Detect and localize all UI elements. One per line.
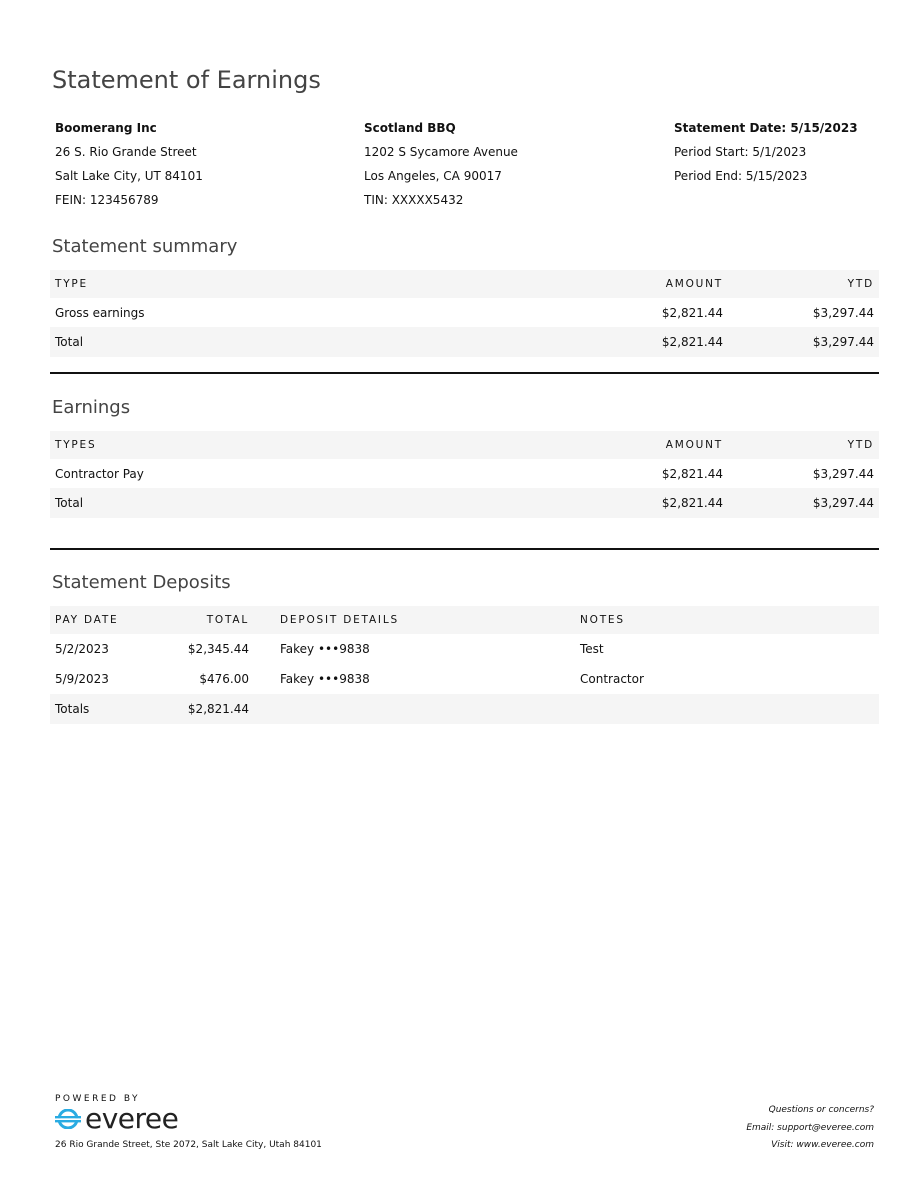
everee-address: 26 Rio Grande Street, Ste 2072, Salt Lake City, Utah 84101 [55, 1140, 322, 1150]
table-header [50, 431, 879, 459]
employer-address1: 26 S. Rio Grande Street [55, 145, 197, 159]
col-types: TYPES [55, 439, 97, 451]
table-row [50, 298, 879, 327]
cell: $2,821.44 [661, 496, 723, 510]
table-row [50, 634, 879, 664]
cell: $3,297.44 [812, 466, 874, 481]
earnings-table [50, 431, 879, 518]
cell: $2,345.44 [187, 642, 249, 656]
cell: Fakey •••9838 [280, 672, 370, 686]
cell: $2,821.44 [661, 335, 723, 349]
cell: $3,297.44 [812, 496, 874, 510]
divider [50, 372, 879, 374]
deposits-table [50, 606, 879, 724]
worker-address1: 1202 S Sycamore Avenue [364, 145, 518, 159]
summary-table [50, 270, 879, 357]
totals-row [50, 694, 879, 724]
cell: $476.00 [199, 672, 249, 686]
website-link[interactable]: Visit: www.everee.com [771, 1140, 874, 1150]
table-row [50, 664, 879, 694]
cell: Contractor [580, 672, 644, 686]
worker-address2: Los Angeles, CA 90017 [364, 169, 502, 183]
cell: $2,821.44 [661, 466, 723, 481]
period-start: Period Start: 5/1/2023 [674, 145, 807, 159]
cell: $3,297.44 [812, 305, 874, 320]
table-row [50, 459, 879, 488]
divider [50, 548, 879, 550]
cell: 5/9/2023 [55, 672, 109, 686]
cell: Totals [55, 702, 90, 716]
cell: $2,821.44 [187, 702, 249, 716]
cell: Total [55, 335, 84, 349]
employer-info [55, 116, 203, 212]
period-end: Period End: 5/15/2023 [674, 169, 808, 183]
worker-info [364, 116, 518, 212]
cell: Gross earnings [55, 305, 145, 320]
cell: Fakey •••9838 [280, 642, 370, 656]
cell: Test [580, 642, 604, 656]
table-header [50, 270, 879, 298]
col-deposit-details: DEPOSIT DETAILS [280, 614, 399, 626]
total-row [50, 488, 879, 518]
employer-fein: FEIN: 123456789 [55, 193, 159, 207]
cell: $2,821.44 [661, 305, 723, 320]
employer-address2: Salt Lake City, UT 84101 [55, 169, 203, 183]
everee-wordmark: everee [85, 1102, 179, 1135]
page-title: Statement of Earnings [52, 66, 321, 94]
worker-tin: TIN: XXXXX5432 [364, 193, 464, 207]
everee-globe-icon [55, 1109, 81, 1129]
cell: Contractor Pay [55, 466, 144, 481]
support-email-link[interactable]: Email: support@everee.com [746, 1123, 874, 1133]
summary-heading: Statement summary [52, 236, 238, 257]
col-pay-date: PAY DATE [55, 614, 119, 626]
earnings-heading: Earnings [52, 397, 131, 418]
deposits-heading: Statement Deposits [52, 572, 231, 593]
cell: 5/2/2023 [55, 642, 109, 656]
col-ytd: YTD [847, 278, 874, 290]
col-amount: AMOUNT [665, 278, 723, 290]
statement-date: Statement Date: 5/15/2023 [674, 121, 858, 135]
questions-text: Questions or concerns? [768, 1105, 874, 1115]
worker-name: Scotland BBQ [364, 121, 456, 135]
col-type: TYPE [55, 278, 88, 290]
everee-logo [55, 1102, 179, 1135]
table-header [50, 606, 879, 634]
powered-by-label: POWERED BY [55, 1094, 141, 1104]
total-row [50, 327, 879, 357]
col-notes: NOTES [580, 614, 625, 626]
employer-name: Boomerang Inc [55, 121, 157, 135]
cell: Total [55, 496, 84, 510]
col-ytd: YTD [847, 439, 874, 451]
col-total: TOTAL [206, 614, 249, 626]
cell: $3,297.44 [812, 335, 874, 349]
col-amount: AMOUNT [665, 439, 723, 451]
statement-dates [674, 116, 858, 188]
